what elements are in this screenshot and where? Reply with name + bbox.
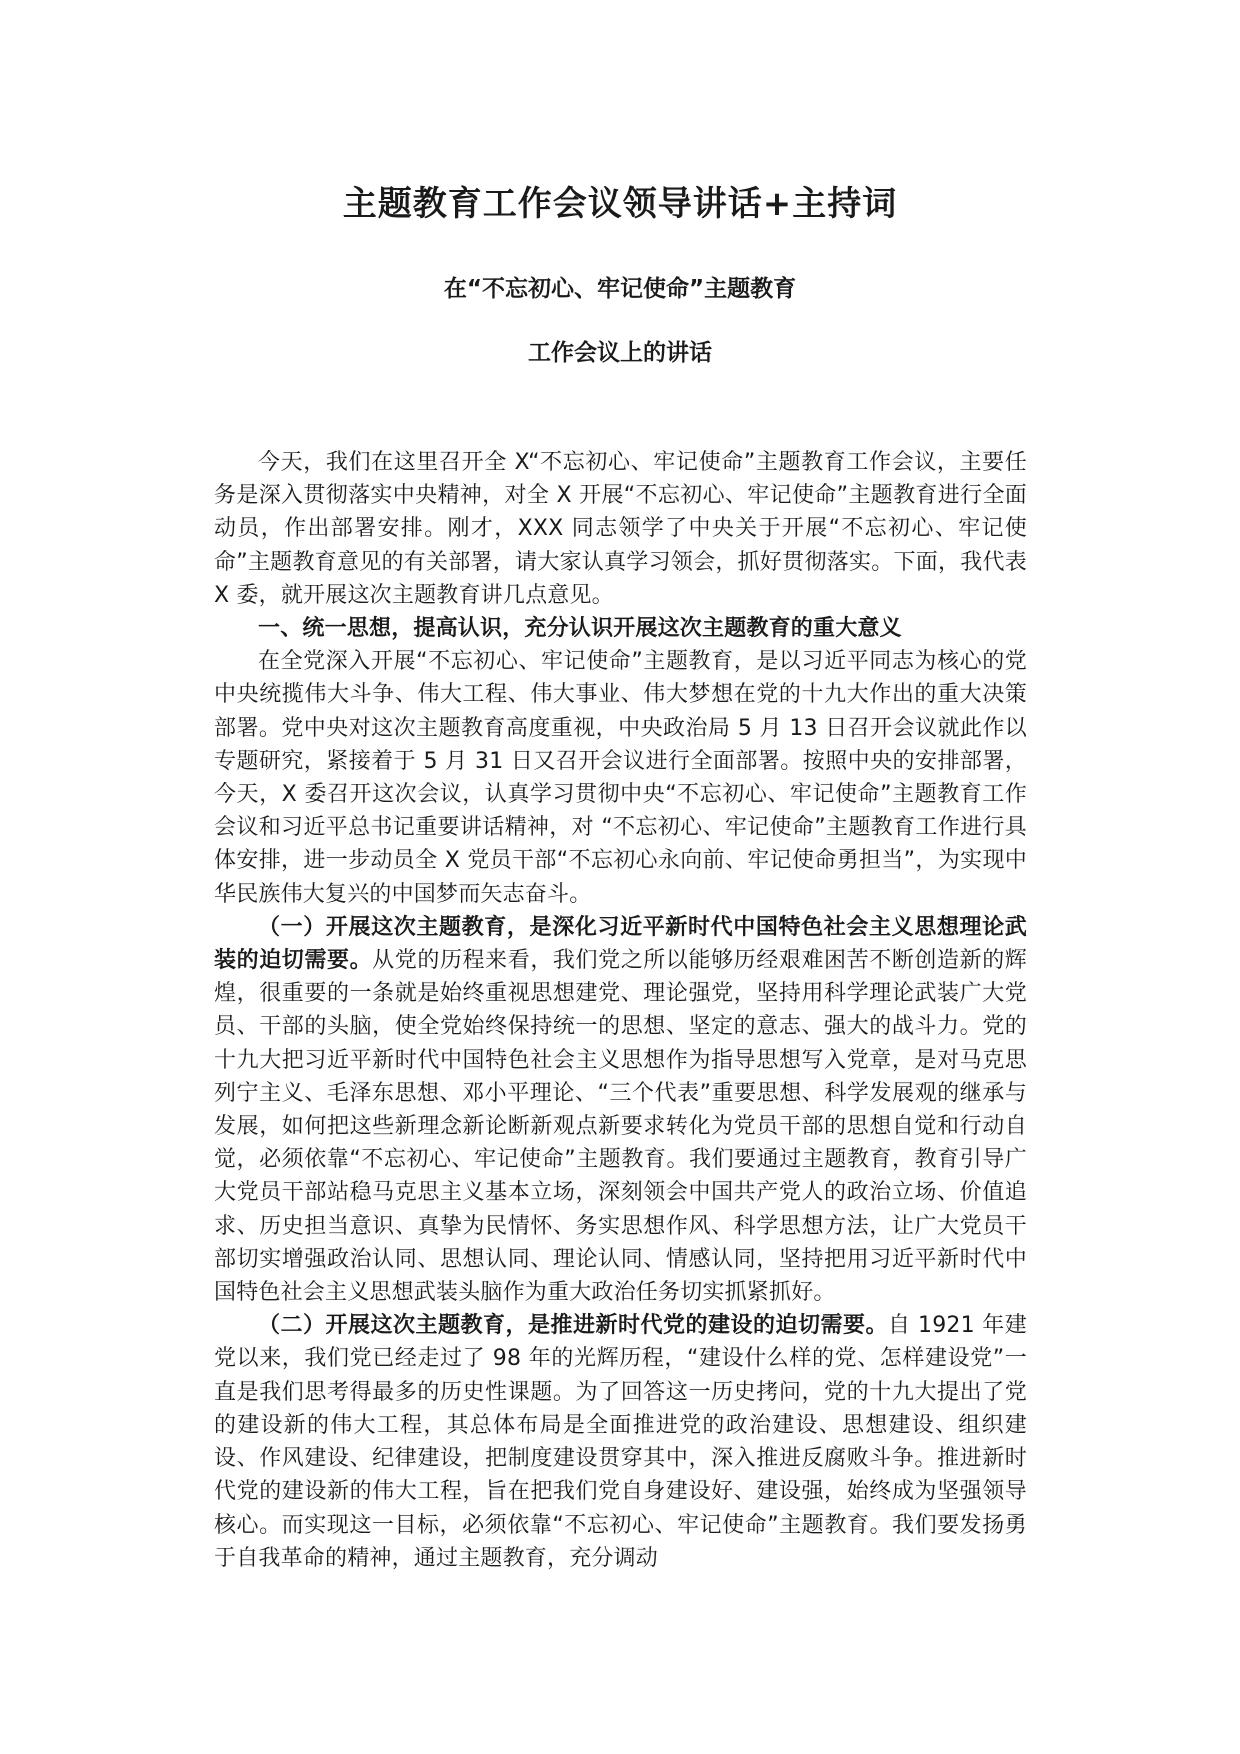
point-1-body: 从党的历程来看，我们党之所以能够历经艰难困苦不断创造新的辉煌，很重要的一条就是始终重视思想建党、理论强党，坚持用科学理论武装广大党员、干部的头脑，使全党始终保持统一的思想、坚定的意志、强大的战斗力。党的十九大把习近平新时代中国特色社会主义思想作为指导思想写入党章，是对马克思列宁主义、毛泽东思想、邓小平理论、“三个代表”重要思想、科学发展观的继承与发展，如何把这些新理念新论断新观点新要求转化为党员干部的思想自觉和行动自觉，必须依靠“不忘初心、牢记使命”主题教育。我们要通过主题教育，教育引导广大党员干部站稳马克思主义基本立场，深刻领会中国共产党人的政治立场、价值追求、历史担当意识、真挚为民情怀、务实思想作风、科学思想方法，让广大党员干部切实增强政治认同、思想认同、理论认同、情感认同，坚持把用习近平新时代中国特色社会主义思想武装头脑作为重大政治任务切实抓紧抓好。 <box>214 948 1027 1306</box>
document-title: 主题教育工作会议领导讲话+主持词 <box>342 184 898 224</box>
point-1-lead: （一）开展这次主题教育，是深化习近平新时代中国特色社会主义思想理论武装的迫切需要。 <box>214 914 1027 974</box>
speech-title-line-2: 工作会议上的讲话 <box>528 340 712 366</box>
speech-title-line-1: 在“不忘初心、牢记使命”主题教育 <box>443 276 797 302</box>
point-2-body: 自 1921 年建党以来，我们党已经走过了 98 年的光辉历程，“建设什么样的党、怎样建设党”一直是我们思考得最多的历史性课题。为了回答这一历史拷问，党的十九大提出了党的建设新的伟大工程，其总体布局是全面推进党的政治建设、思想建设、组织建设、作风建设、纪律建设，把制度建设贯穿其中，深入推进反腐败斗争。推进新时代党的建设新的伟大工程，旨在把我们党自身建设好、建设强，始终成为坚强领导核心。而实现这一目标，必须依靠“不忘初心、牢记使命”主题教育。我们要发扬勇于自我革命的精神，通过主题教育，充分调动 <box>214 1313 1027 1571</box>
section-heading-1: 一、统一思想，提高认识，充分认识开展这次主题教育的重大意义 <box>258 616 902 642</box>
point-1-paragraph <box>214 911 1027 1309</box>
intro-paragraph: 今天，我们在这里召开全 X“不忘初心、牢记使命”主题教育工作会议，主要任务是深入贯彻落实中央精神，对全 X 开展“不忘初心、牢记使命”主题教育进行全面动员，作出部署安排。刚才，XXX 同志领学了中央关于开展“不忘初心、牢记使命”主题教育意见的有关部署，请大家认真学习领会，抓好贯彻落实。下面，我代表 X 委，就开展这次主题教育讲几点意见。 <box>214 450 1027 608</box>
point-2-lead: （二）开展这次主题教育，是推进新时代党的建设的迫切需要。 <box>258 1313 889 1339</box>
document-body <box>214 446 1027 1575</box>
section-1-paragraph: 在全党深入开展“不忘初心、牢记使命”主题教育，是以习近平同志为核心的党中央统揽伟大斗争、伟大工程、伟大事业、伟大梦想在党的十九大作出的重大决策部署。党中央对这次主题教育高度重视，中央政治局 5 月 13 日召开会议就此作以专题研究，紧接着于 5 月 31 日又召开会议进行全面部署。按照中央的安排部署，今天，X 委召开这次会议，认真学习贯彻中央“不忘初心、牢记使命”主题教育工作会议和习近平总书记重要讲话精神，对 “不忘初心、牢记使命”主题教育工作进行具体安排，进一步动员全 X 党员干部“不忘初心永向前、牢记使命勇担当”，为实现中华民族伟大复兴的中国梦而矢志奋斗。 <box>214 649 1027 907</box>
point-2-paragraph <box>214 1309 1027 1575</box>
